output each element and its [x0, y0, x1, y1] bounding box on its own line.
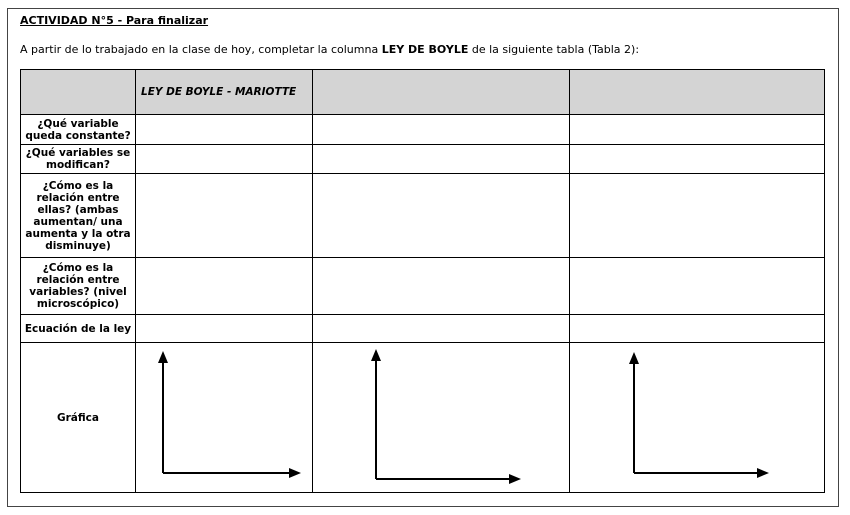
answer-cell-boyle[interactable] [136, 315, 313, 343]
row-label-modified-variables: ¿Qué variables se modifican? [21, 145, 136, 174]
graph-cell[interactable] [313, 343, 570, 493]
table-row [21, 115, 825, 145]
row-label-law-equation: Ecuación de la ley [21, 315, 136, 343]
answer-cell[interactable] [570, 145, 825, 174]
answer-cell[interactable] [570, 174, 825, 258]
table-row [21, 343, 825, 493]
row-label-constant-variable: ¿Qué variable queda constante? [21, 115, 136, 145]
table-header-row [21, 70, 825, 115]
answer-cell[interactable] [570, 258, 825, 315]
table-row [21, 145, 825, 174]
answer-cell[interactable] [313, 315, 570, 343]
graph-axes-icon [136, 343, 313, 493]
answer-cell[interactable] [570, 315, 825, 343]
answer-cell[interactable] [313, 115, 570, 145]
graph-axes-icon [570, 343, 825, 493]
answer-cell[interactable] [570, 115, 825, 145]
table-row [21, 258, 825, 315]
instructions-bold-law: LEY DE BOYLE [381, 43, 469, 56]
gas-laws-table [20, 69, 825, 493]
row-label-microscopic-relationship: ¿Cómo es la relación entre variables? (nivel microscópico) [21, 258, 136, 315]
graph-axes-icon [313, 343, 570, 493]
graph-cell-boyle[interactable] [136, 343, 313, 493]
row-label-graph: Gráfica [21, 343, 136, 493]
header-cell-col3 [570, 70, 825, 115]
answer-cell-boyle[interactable] [136, 145, 313, 174]
instructions-text-start: A partir de lo trabajado en la clase de hoy, completar la columna [20, 43, 382, 56]
answer-cell[interactable] [313, 145, 570, 174]
header-cell-col2 [313, 70, 570, 115]
answer-cell[interactable] [313, 174, 570, 258]
header-cell-empty [21, 70, 136, 115]
table-row [21, 174, 825, 258]
answer-cell[interactable] [313, 258, 570, 315]
graph-cell[interactable] [570, 343, 825, 493]
activity-instructions [20, 43, 639, 56]
answer-cell-boyle[interactable] [136, 115, 313, 145]
answer-cell-boyle[interactable] [136, 174, 313, 258]
row-label-relationship: ¿Cómo es la relación entre ellas? (ambas aumentan/ una aumenta y la otra disminuye) [21, 174, 136, 258]
table-row [21, 315, 825, 343]
header-cell-boyle-mariotte: LEY DE BOYLE - MARIOTTE [136, 70, 313, 115]
instructions-text-end: de la siguiente tabla (Tabla 2): [468, 43, 640, 56]
answer-cell-boyle[interactable] [136, 258, 313, 315]
activity-title: ACTIVIDAD N°5 - Para finalizar [20, 14, 209, 27]
